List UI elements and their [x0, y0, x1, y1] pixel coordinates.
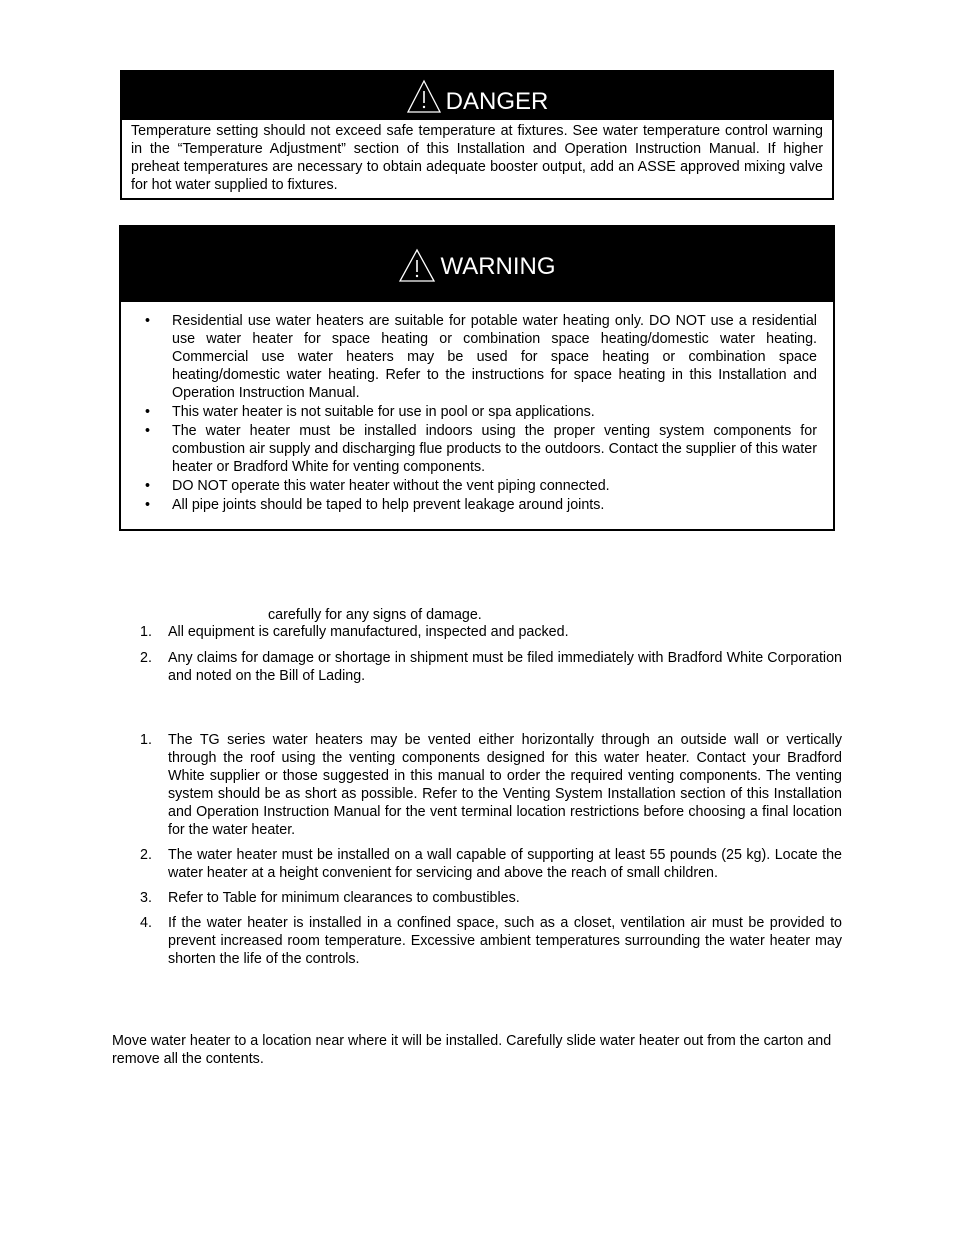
- list-item: 3. Refer to Table for minimum clearances to combustibles.: [140, 890, 520, 906]
- warning-item: • All pipe joints should be taped to help prevent leakage around joints.: [145, 497, 605, 513]
- inspection-list: [140, 623, 842, 685]
- unpacking-paragraph: Move water heater to a location near where it will be installed. Carefully slide water heater out from the carton and remove all the contents.: [112, 1033, 832, 1067]
- location-list: [140, 731, 842, 968]
- warning-header: [121, 227, 833, 302]
- list-item: 1. The TG series water heaters may be vented either horizontally through an outside wall or vertically through the roof using the venting components designed for this water heater. Contact your Bradford White supplier or those suggested in this manual to order the required venting components. The venting system should be as short as possible. Refer to the Venting System Installation section of this Installation and Operation Instruction Manual for the vent terminal location restrictions before choosing a final location for the water heater.: [140, 732, 842, 838]
- danger-text: Temperature setting should not exceed safe temperature at fixtures. See water temperature control warning in the “Temperature Adjustment” section of this Installation and Operation Instruction Manual. If higher preheat temperatures are necessary to obtain adequate booster output, add an ASSE approved mixing valve for hot water supplied to fixtures.: [128, 120, 826, 196]
- list-item: 2. The water heater must be installed on a wall capable of supporting at least 55 pounds (25 kg). Locate the water heater at a height convenient for servicing and above the reach of small children.: [140, 847, 842, 881]
- danger-title: DANGER: [445, 88, 549, 115]
- warning-item: • The water heater must be installed indoors using the proper venting system components for combustion air supply and discharging flue products to the outdoors. Contact the supplier of this water heater or Bradford White for venting components.: [145, 423, 817, 475]
- warning-box: [119, 225, 835, 531]
- warning-triangle-icon: [406, 79, 442, 113]
- warning-triangle-icon: [398, 248, 436, 282]
- bullet-icon: •: [145, 478, 151, 494]
- warning-item: • This water heater is not suitable for use in pool or spa applications.: [145, 404, 595, 420]
- warning-body: [125, 302, 829, 525]
- list-item: 2. Any claims for damage or shortage in shipment must be filed immediately with Bradford White Corporation and noted on the Bill of Lading.: [140, 650, 842, 684]
- bullet-icon: •: [145, 497, 151, 513]
- danger-box: [120, 70, 834, 200]
- bullet-icon: •: [145, 404, 151, 420]
- bullet-icon: •: [145, 423, 151, 439]
- warning-item: • DO NOT operate this water heater without the vent piping connected.: [145, 478, 610, 494]
- warning-title: WARNING: [440, 252, 556, 280]
- warning-list: [125, 312, 829, 515]
- danger-header: [122, 72, 832, 120]
- list-item: 4. If the water heater is installed in a confined space, such as a closet, ventilation air must be provided to prevent increased room temperature. Excessive ambient temperatures surrounding the water heater may shorten the life of the controls.: [140, 915, 842, 967]
- warning-item: • Residential use water heaters are suitable for potable water heating only. DO NOT use a residential use water heater for space heating or combination space heating/domestic water heating. Commercial use water heaters may be used for space heating or combination space heating/domestic water heating. Refer to the instructions for space heating in this Installation and Operation Instruction Manual.: [145, 313, 817, 401]
- inspection-intro: carefully for any signs of damage.: [268, 607, 482, 623]
- bullet-icon: •: [145, 313, 151, 329]
- list-item: 1. All equipment is carefully manufactured, inspected and packed.: [140, 624, 569, 640]
